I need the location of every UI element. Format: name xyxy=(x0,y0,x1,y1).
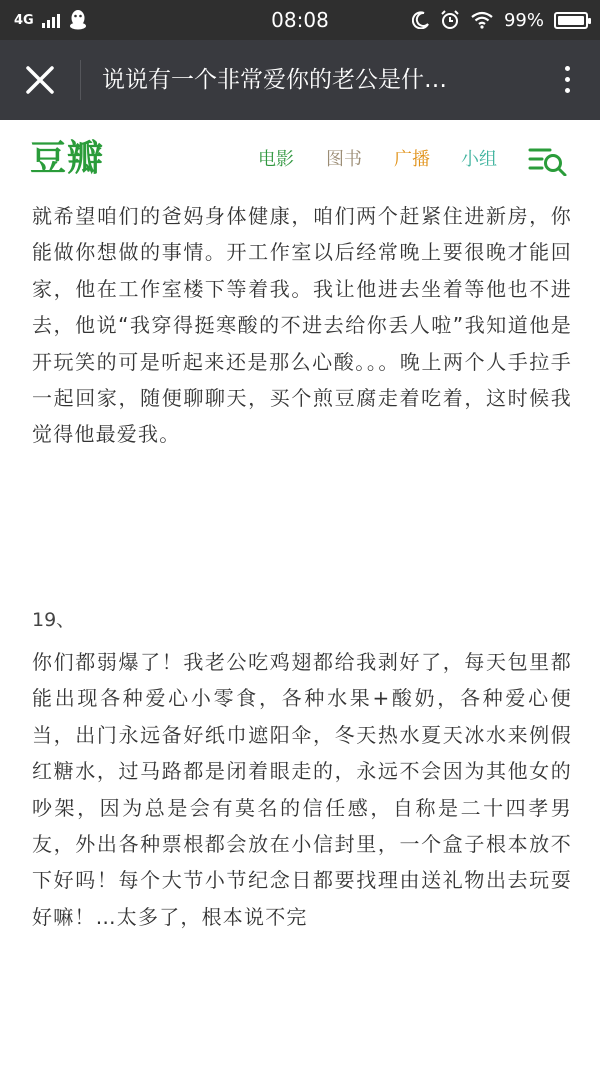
nav-movie-link[interactable]: 电影 xyxy=(258,149,294,170)
moon-icon xyxy=(412,11,430,29)
page-title: 说说有一个非常爱你的老公是什… xyxy=(102,67,447,93)
douban-logo[interactable]: 豆瓣 xyxy=(30,138,105,179)
battery-icon xyxy=(554,12,588,29)
article-paragraph: 就希望咱们的爸妈身体健康，咱们两个赶紧住进新房，你能做你想做的事情。开工作室以后经常晚上要很晚才能回家，他在工作室楼下等着我。我让他进去坐着等他也不进去，他说“我穿得挺寒酸的不进去给你丢人啦”我知道他是开玩笑的可是听起来还是那么心酸。。。晚上两个人手拉手一起回家，随便聊聊天，买个煎豆腐走着吃着，这时候我觉得他最爱我。 xyxy=(32,204,572,447)
item-number: 19、 xyxy=(32,609,76,631)
article-paragraph: 你们都弱爆了！我老公吃鸡翅都给我剥好了，每天包里都能出现各种爱心小零食，各种水果+酸奶，各种爱心便当，出门永远备好纸巾遮阳伞，冬天热水夏天冰水来例假红糖水，过马路都是闭着眼走的，永远不会因为其他女的吵架，因为总是会有莫名的信任感，自称是二十四孝男友，外出各种票根都会放在小信封里，一个盒子根本放不下好吗！每个大节小节纪念日都要找理由送礼物出去玩耍好嘛！…太多了，根本说不完 xyxy=(32,650,572,929)
wifi-icon xyxy=(470,11,494,29)
menu-search-button[interactable] xyxy=(528,146,570,176)
more-options-button[interactable] xyxy=(560,62,574,98)
status-bar xyxy=(0,0,600,40)
clock: 08:08 xyxy=(271,8,329,32)
nav-book-link[interactable]: 图书 xyxy=(326,149,362,170)
status-right xyxy=(412,0,588,40)
alarm-icon xyxy=(440,10,460,30)
title-divider xyxy=(80,60,81,100)
close-button[interactable] xyxy=(20,60,60,100)
title-bar xyxy=(0,40,600,120)
more-dot-icon xyxy=(565,66,570,71)
close-icon xyxy=(20,60,60,100)
menu-search-icon xyxy=(528,146,570,176)
nav-radio-link[interactable]: 广播 xyxy=(394,149,430,170)
more-dot-icon xyxy=(565,77,570,82)
nav-group-link[interactable]: 小组 xyxy=(461,149,497,170)
douban-navbar xyxy=(0,120,600,198)
network-type: 4G xyxy=(14,12,34,28)
more-dot-icon xyxy=(565,88,570,93)
battery-percent: 99% xyxy=(503,9,544,31)
